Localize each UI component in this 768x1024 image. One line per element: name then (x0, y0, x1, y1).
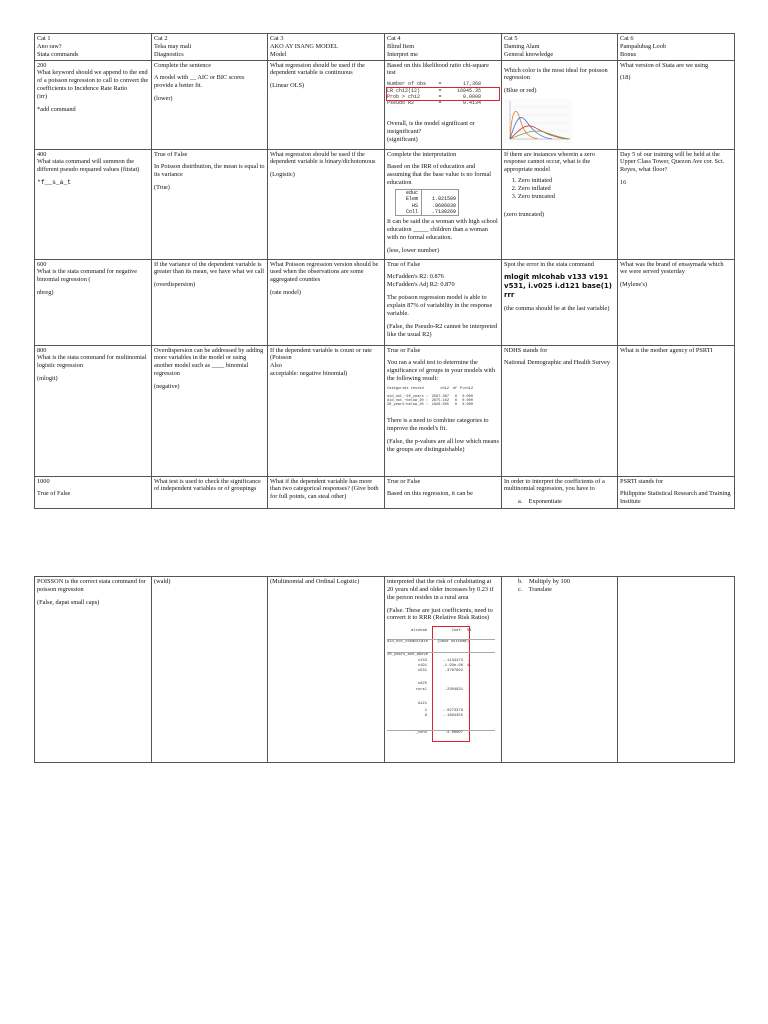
var-name: v133 (417, 659, 427, 664)
jeopardy-board-page-2 (34, 576, 735, 763)
p-value: 0.000 (462, 394, 473, 399)
cell-cat3-1000 (268, 476, 385, 508)
category-pair: did_not_~20_years : (387, 394, 428, 399)
question-detail: Based on this regression, it can be (387, 490, 473, 498)
question: NDHS stands for (504, 346, 548, 354)
question: True or False (387, 346, 421, 354)
cell-cat6-200 (618, 60, 735, 149)
answer: (False, dapat small caps) (37, 598, 100, 606)
row-200 (35, 60, 735, 149)
cell-cat4-200 (385, 60, 502, 149)
var-name: 1 (424, 709, 427, 714)
chi2-value: 2587.387 (431, 394, 449, 399)
row-1000 (35, 476, 735, 508)
answer: (lower) (154, 95, 173, 103)
cell-cat2-400 (152, 149, 268, 259)
stat-name: Number of obs (387, 81, 427, 88)
category-pair: 20_years~below_20 : (387, 403, 428, 408)
answer: (Poisson (270, 354, 292, 362)
question: What was the brand of ensaymada which we were served yesterday (620, 260, 724, 276)
row-800 (35, 345, 735, 476)
cell-cat2-800 (152, 345, 268, 476)
question: What is the stata command for multinomial logistic regression (37, 354, 147, 370)
coef-value: -1.93e-06 (442, 664, 463, 669)
cat-subtitle: Stata commands (37, 50, 79, 58)
mlogit-coefficient-output (387, 626, 495, 742)
points: 800 (37, 346, 47, 354)
header-cat-1 (35, 34, 152, 61)
cell-cat3-800 (268, 345, 385, 476)
option-item: a. Exponentiate (518, 498, 562, 506)
option-text: Exponentiate (528, 498, 562, 506)
mcfadden-r2: McFadden's R2: 0.876 (387, 273, 444, 281)
cat-number: Cat 2 (154, 35, 168, 42)
stat-value: 0.0000 (462, 93, 481, 100)
wald-row (387, 403, 499, 407)
question: What regression should be used if the dependent variable is binary/dichotomous (270, 150, 376, 166)
answer: *f__s_a_t (37, 179, 72, 187)
answer: (False. These are just coefficients, need to convert it to RRR (Relative Risk Ratios) (387, 606, 493, 622)
cat-name: Ano raw? (37, 42, 62, 50)
se-value: . (467, 659, 470, 664)
question-detail: In Poisson distribution, the mean is equal to its variance (154, 163, 265, 179)
df-value: 6 (454, 403, 457, 408)
header-row (35, 34, 735, 61)
question: What is the mother agency of PSRTI (620, 346, 713, 354)
cell-cat2-1000-cont (152, 577, 268, 763)
column-header: df (452, 387, 457, 392)
cell-cat4-400 (385, 149, 502, 259)
cat-name: Pampalubag Loob (620, 42, 666, 50)
dep-var-name: mlcohab (411, 629, 427, 634)
answer: Philippine Statistical Research and Training Institute (620, 490, 731, 506)
cell-cat6-400 (618, 149, 735, 259)
chart-background (504, 99, 572, 143)
header-cat-3 (268, 34, 385, 61)
var-name: v191 (417, 664, 427, 669)
var-name: v531 (417, 669, 427, 674)
irr-row (396, 209, 458, 215)
answer: (True) (154, 184, 170, 192)
cell-cat6-800 (618, 345, 735, 476)
question: If the dependent variable is count or rate (270, 346, 372, 354)
stat-value: 0.4134 (462, 100, 481, 107)
question: True of False (154, 150, 188, 158)
lr-test-output (387, 81, 499, 106)
stat-name: Pseudo R2 (387, 100, 415, 107)
stata-command: mlogit mlcohab v133 v191 v531, i.v025 i.d121 base(1) rrr (504, 273, 612, 299)
row-600 (35, 259, 735, 345)
answer: (irr) (37, 93, 48, 101)
cat-name: Teka may mali (154, 42, 192, 50)
header-cat-5 (502, 34, 618, 61)
question: What regression should be used if the dependent variable is continuous (270, 61, 365, 77)
question: If the variance of the dependent variable is greater than its mean, we have what we call (154, 260, 264, 276)
cell-cat2-1000 (152, 476, 268, 508)
irr-level: Coll (396, 209, 422, 215)
question: PSRTI stands for (620, 477, 664, 485)
stat-value: 17,368 (462, 81, 481, 88)
option-text: Multiply by 100 (529, 578, 570, 585)
cell-cat5-200 (502, 60, 618, 149)
cell-cat2-200 (152, 60, 268, 149)
chi2-value: 2675.162 (431, 398, 449, 403)
poisson-distribution-chart (504, 99, 572, 143)
answer: 16 (620, 179, 627, 187)
question: Based on this likelihood ratio chi-square test (387, 61, 489, 77)
answer: (rate model) (270, 289, 301, 297)
stat-name: LR chi2(12) (387, 87, 421, 94)
coef-value: -.1134473 (442, 659, 463, 664)
option-item: b. Multiply by 100 (518, 578, 570, 585)
column-header: chi2 (440, 387, 449, 392)
answer: (zero truncated) (504, 210, 545, 218)
answer: (the comma should be at the last variable) (504, 304, 610, 312)
header-cat-2 (152, 34, 268, 61)
answer: (Mylene's) (620, 281, 648, 289)
cell-cat6-600 (618, 259, 735, 345)
cell-cat1-600 (35, 259, 152, 345)
outcome-group-label: 20_years_and_above (387, 653, 429, 658)
cell-cat6-1000-cont (618, 577, 735, 763)
cell-cat6-1000 (618, 476, 735, 508)
coef-value: .3767962 (444, 669, 463, 674)
answer: (negative) (154, 383, 180, 391)
var-name: 9 (424, 714, 427, 719)
points: 400 (37, 150, 47, 158)
se-value: . (467, 709, 470, 714)
header-cat-4 (385, 34, 502, 61)
question: What stata command will summon the different pseudo requared values (fitstat) (37, 158, 140, 174)
cat-name: Daming Alam (504, 42, 540, 50)
answer: National Demographic and Health Survey (504, 359, 610, 367)
question: Overdispersion can be addressed by adding more variables in the model or using another model such as ____ binomial regression (154, 346, 264, 378)
question-detail: It can be said the a woman with high school education _____ children than a woman with no formal education. (387, 218, 498, 241)
cell-cat5-400 (502, 149, 618, 259)
irr-level: HS (396, 203, 422, 209)
se-value: . (467, 688, 470, 693)
question: In order to interpret the coefficients of a multinomial regression, you have to (504, 477, 605, 493)
stat-name: Prob > chi2 (387, 93, 421, 100)
question: POISSON is the correct stata command for poisson regression (37, 578, 146, 593)
irr-value: .7130269 (431, 208, 456, 215)
answer: (False, the Pseudo-R2 cannot be interpreted like the usual R2) (387, 322, 498, 338)
cat-subtitle: Model (270, 50, 287, 58)
header-cat-6 (618, 34, 735, 61)
answer: (overdispersion) (154, 281, 196, 289)
cell-cat2-600 (152, 259, 268, 345)
question: Day 5 of our training will be held at the Upper Class Tower, Quezon Ave cor. Sct. Reyes, what floor? (620, 150, 725, 174)
answer: Also (270, 362, 282, 370)
equals: = (438, 81, 442, 88)
cat-subtitle: Diagnostics (154, 50, 184, 58)
cell-cat1-1000-cont (35, 577, 152, 763)
df-value: 6 (454, 398, 457, 403)
output-row (387, 100, 499, 106)
coef-value: .2304931 (444, 688, 463, 693)
cell-cat3-600 (268, 259, 385, 345)
option-item: 1. Zero initiated (518, 177, 615, 185)
cat-number: Cat 1 (37, 35, 51, 42)
question: True of False (387, 260, 421, 268)
note: *add command (37, 105, 76, 113)
answer: (18) (620, 74, 631, 82)
var-name: rural (415, 688, 427, 693)
question: What version of Stata are we using (620, 61, 709, 69)
se-value: . (467, 731, 470, 736)
question-detail: interpreted that the risk of cohabitating at 20 years old and older increases by 0.23 if the person resides in a rural area (387, 578, 494, 601)
question: True or False (387, 477, 421, 485)
question-detail: You ran a wald test to determine the significance of groups in your models with the following result: (387, 359, 496, 383)
options-list (504, 177, 615, 201)
category-pair: did_not_~below_20 : (387, 398, 428, 403)
row-400 (35, 149, 735, 259)
irr-var-name: educ (396, 190, 422, 196)
irr-table (395, 189, 459, 216)
coef-value: -.1694455 (442, 714, 463, 719)
question-detail: Based on the IRR of education and assuming that the base value is no formal education (387, 163, 492, 187)
question: What Poisson regression version should be used when the observations are some aggregated counties (270, 260, 379, 284)
p-value: 0.000 (462, 403, 473, 408)
cat-subtitle: Interpret me (387, 50, 418, 58)
option-item: c. Translate (518, 585, 552, 593)
var-name: _cons (415, 731, 427, 736)
column-header: St (467, 629, 472, 634)
question: Complete the sentence (154, 61, 212, 69)
cell-cat5-800 (502, 345, 618, 476)
cell-cat5-1000-cont (502, 577, 618, 763)
answer: (Blue or red) (504, 87, 537, 95)
coef-value: -4.00907 (444, 731, 463, 736)
answer: (wald) (154, 578, 171, 585)
question: What keyword should we append to the end of a poisson regression to call to convert the coefficients to Incidence Rate Ratio (37, 69, 149, 93)
se-value: . (467, 669, 470, 674)
answer: (Logistic) (270, 171, 295, 179)
question: True of False (37, 490, 71, 498)
cat-subtitle: General knowledge (504, 50, 554, 58)
question: Which color is the most ideal for poisson regression (504, 66, 608, 82)
cell-cat4-800 (385, 345, 502, 476)
cell-cat3-400 (268, 149, 385, 259)
equals: = (438, 100, 442, 107)
column-header: Coef. (451, 629, 463, 634)
cell-cat4-1000 (385, 476, 502, 508)
column-header: Categories tested (387, 387, 424, 392)
cat-number: Cat 5 (504, 35, 518, 42)
equals: = (438, 87, 442, 94)
answer: (Linear OLS) (270, 82, 305, 90)
option-item: 2. Zero inflated (518, 185, 615, 193)
cell-cat1-200 (35, 60, 152, 149)
var-name: d121 (417, 702, 427, 707)
cell-cat1-400 (35, 149, 152, 259)
question: What test is used to check the significance of independent variables or of groupings (154, 477, 261, 493)
question: What is the stata command for negative binomial regression ( (37, 268, 138, 284)
answer: (Multinomial and Ordinal Logistic) (270, 578, 360, 585)
se-value: 4. (467, 664, 472, 669)
df-value: 6 (454, 394, 457, 399)
row-1000-continued (35, 577, 735, 763)
answer: acceptable: negative binomial) (270, 370, 348, 378)
cell-cat3-200 (268, 60, 385, 149)
points: 200 (37, 61, 47, 69)
column-header: P>chi2 (460, 387, 473, 392)
question-detail: A model with __ AIC or BIC scores provide a better fit. (154, 74, 245, 90)
wald-test-output (387, 387, 499, 408)
answer: nbreg) (37, 289, 54, 297)
base-outcome-note: (base outcome) (437, 640, 469, 645)
se-value: . (467, 714, 470, 719)
points: 1000 (37, 477, 50, 485)
cat-number: Cat 3 (270, 35, 284, 42)
cat-number: Cat 4 (387, 35, 401, 42)
question-detail: Overall, is the model significant or insignificant? (387, 120, 475, 136)
question: If there are instances wherein a zero response cannot occur, what is the appropriate model (504, 150, 595, 174)
base-outcome-label: did_not_cohabitate (387, 640, 429, 645)
cat-number: Cat 6 (620, 35, 634, 42)
irr-value: 1.021509 (431, 196, 456, 203)
coef-value: -.0273378 (442, 709, 463, 714)
cell-cat1-1000 (35, 476, 152, 508)
p-value: 0.000 (462, 398, 473, 403)
cell-cat5-1000 (502, 476, 618, 508)
stat-value: 16045.35 (456, 87, 481, 94)
question: What if the dependent variable has more than two categorical responses? (Give both for full points, can steal other) (270, 477, 379, 501)
answer: (False, the p-values are all low which means the groups are distinguishable) (387, 437, 499, 453)
question: Complete the interpretation (387, 150, 457, 158)
irr-level: Elem (396, 196, 422, 202)
question-detail: The poisson regression model is able to explain 87% of variability in the response variable. (387, 294, 493, 317)
points: 600 (37, 260, 47, 268)
cat-name: Blind Item (387, 42, 415, 50)
irr-value: .9606039 (431, 202, 456, 209)
cell-cat3-1000-cont (268, 577, 385, 763)
answer: (less, lower number) (387, 246, 439, 254)
option-item: 3. Zero truncated (518, 193, 615, 201)
cat-subtitle: Bonus (620, 50, 637, 58)
question-detail: There is a need to combine categories to improve the model's fit. (387, 416, 489, 432)
option-text: Translate (528, 585, 552, 593)
mcfadden-adj-r2: McFadden's Adj R2: 0.870 (387, 281, 455, 289)
chi2-value: 1826.565 (431, 403, 449, 408)
equals: = (438, 93, 442, 100)
cell-cat4-1000-cont (385, 577, 502, 763)
answer: (mlogit) (37, 375, 58, 383)
cell-cat1-800 (35, 345, 152, 476)
var-name: v025 (417, 682, 427, 687)
cell-cat5-600 (502, 259, 618, 345)
jeopardy-board-page-1 (34, 33, 735, 509)
question: Spot the error in the stata command (504, 260, 594, 268)
answer: (significant) (387, 136, 418, 144)
cat-name: AKO AY ISANG MODEL (270, 42, 338, 50)
cell-cat4-600 (385, 259, 502, 345)
